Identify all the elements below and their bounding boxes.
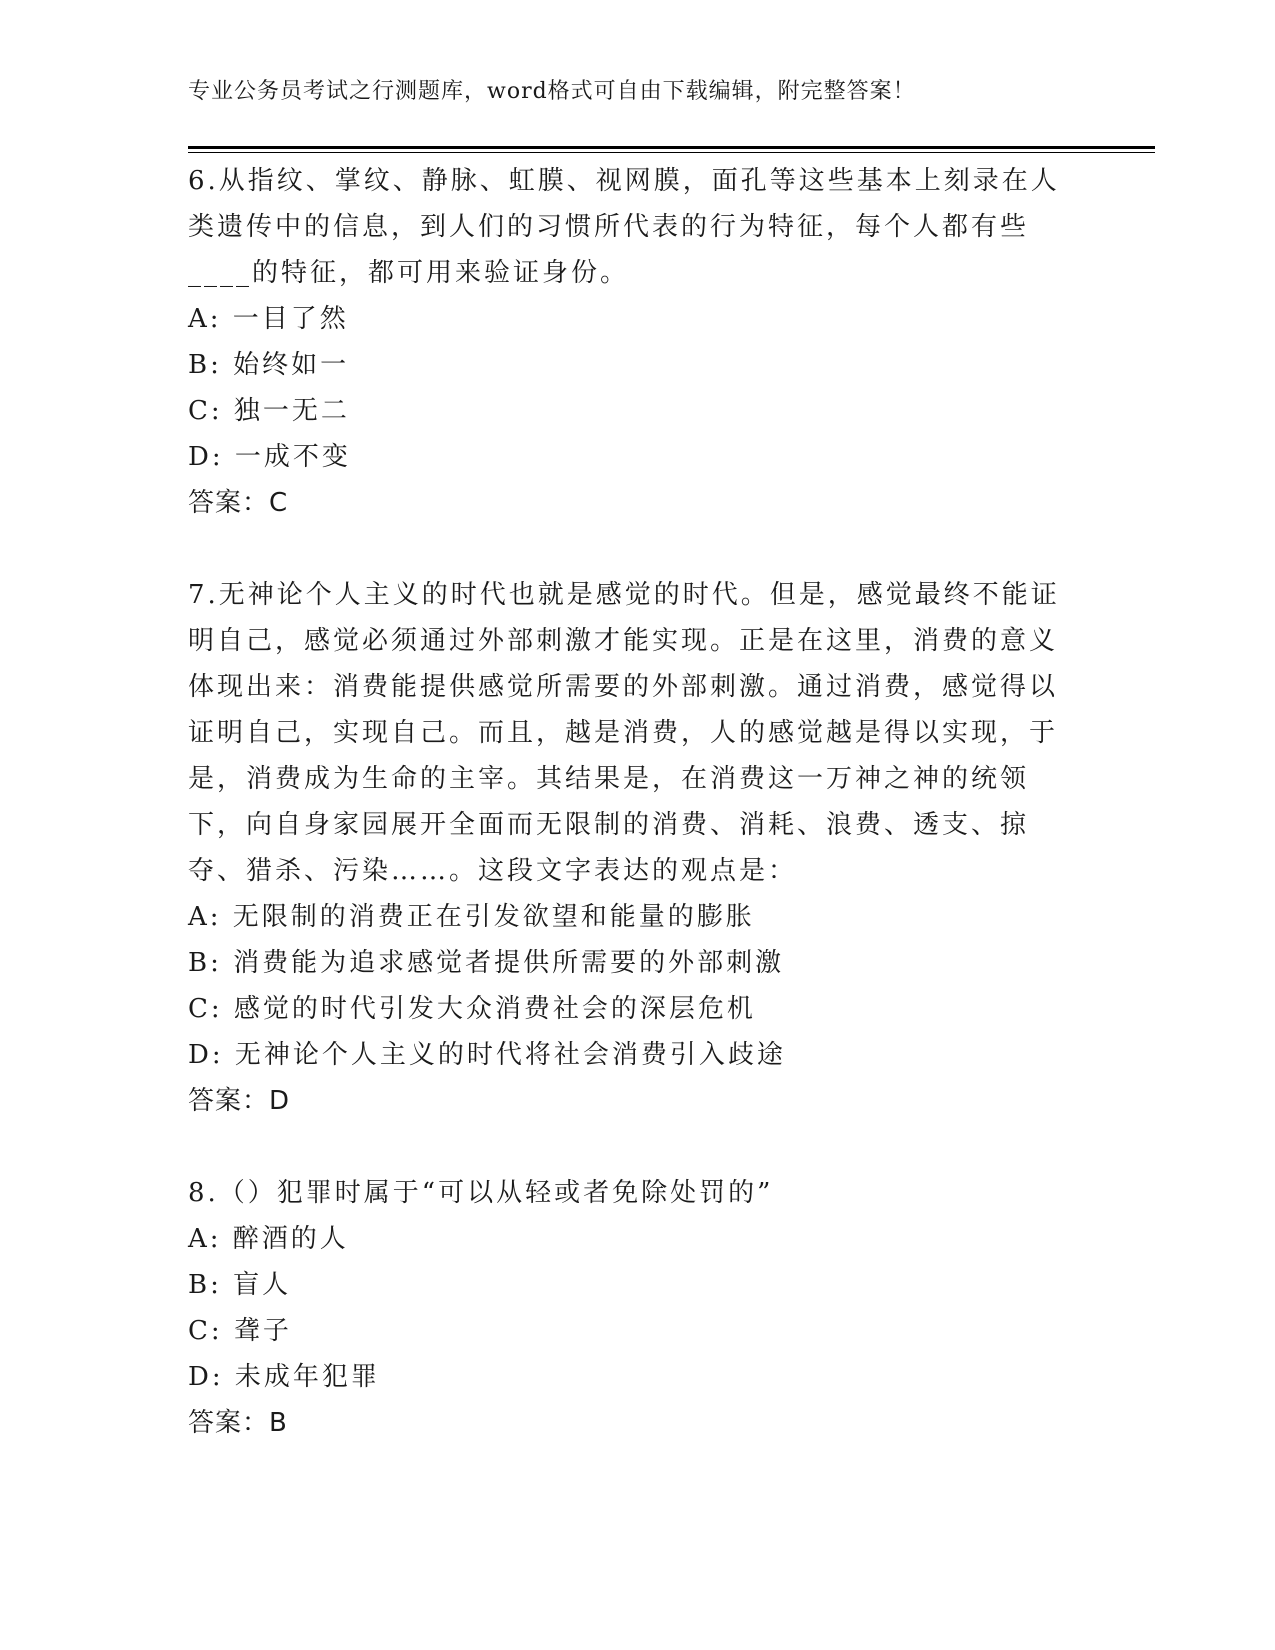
question-7 xyxy=(188,572,1068,1124)
option-c: C: 感觉的时代引发大众消费社会的深层危机 xyxy=(188,994,756,1024)
option-b: B: 消费能为追求感觉者提供所需要的外部刺激 xyxy=(188,948,785,978)
option-a: A: 醉酒的人 xyxy=(188,1224,349,1254)
option-d: D: 无神论个人主义的时代将社会消费引入歧途 xyxy=(188,1040,786,1070)
option-b: B: 盲人 xyxy=(188,1270,292,1300)
option-c: C: 聋子 xyxy=(188,1316,292,1346)
option-d: D: 一成不变 xyxy=(188,442,351,472)
option-d: D: 未成年犯罪 xyxy=(188,1362,380,1392)
answer: 答案：D xyxy=(188,1086,291,1116)
question-stem: 8.（）犯罪时属于“可以从轻或者免除处罚的” xyxy=(188,1178,774,1208)
question-stem: 7.无神论个人主义的时代也就是感觉的时代。但是，感觉最终不能证明自己，感觉必须通过外部刺激才能实现。正是在这里，消费的意义体现出来：消费能提供感觉所需要的外部刺激。通过消费，感觉得以证明自己，实现自己。而且，越是消费，人的感觉越是得以实现，于是，消费成为生命的主宰。其结果是，在消费这一万神之神的统领下，向自身家园展开全面而无限制的消费、消耗、浪费、透支、掠夺、猎杀、污染……。这段文字表达的观点是： xyxy=(188,580,1060,886)
option-a: A: 一目了然 xyxy=(188,304,349,334)
option-c: C: 独一无二 xyxy=(188,396,350,426)
option-a: A: 无限制的消费正在引发欲望和能量的膨胀 xyxy=(188,902,755,932)
question-list xyxy=(188,158,1068,1492)
question-6 xyxy=(188,158,1068,526)
answer: 答案：C xyxy=(188,488,289,518)
question-stem: 6.从指纹、掌纹、静脉、虹膜、视网膜，面孔等这些基本上刻录在人类遗传中的信息，到人们的习惯所代表的行为特征，每个人都有些____的特征，都可用来验证身份。 xyxy=(188,166,1060,288)
header-rule-thick xyxy=(188,146,1155,149)
option-b: B: 始终如一 xyxy=(188,350,350,380)
header-rule-thin xyxy=(188,152,1155,153)
question-8 xyxy=(188,1170,1068,1446)
answer: 答案：B xyxy=(188,1408,288,1438)
page-header: 专业公务员考试之行测题库，word格式可自由下载编辑，附完整答案！ xyxy=(188,79,916,104)
